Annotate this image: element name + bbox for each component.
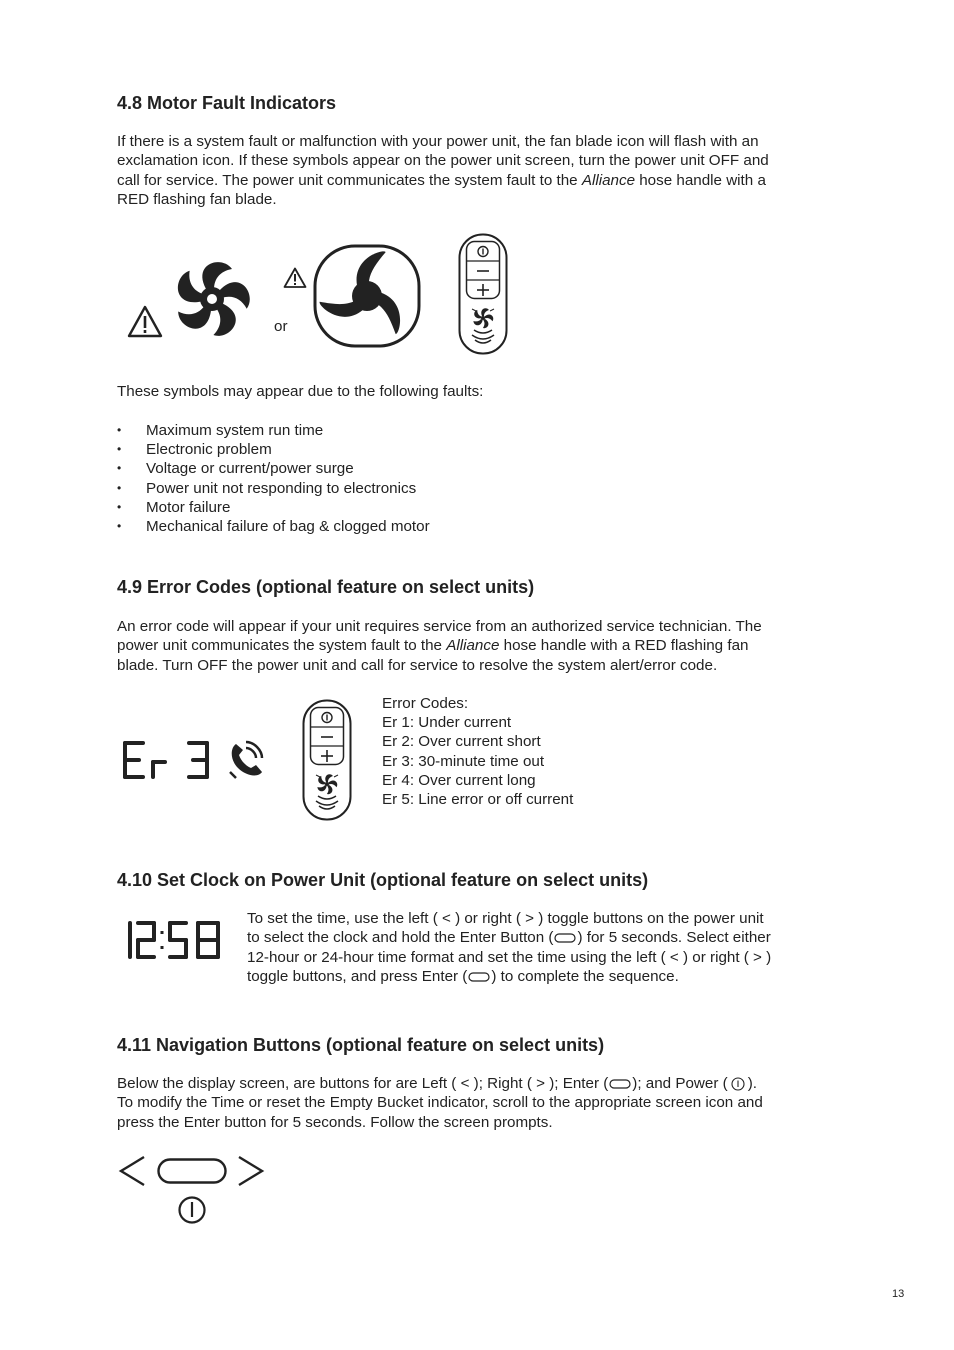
heading-4-9: 4.9 Error Codes (optional feature on select units) xyxy=(117,577,535,597)
para-4-8: If there is a system fault or malfunction with your power unit, the fan blade icon will flash with an exclamation icon. If these symbols appear on the power unit screen, turn the power unit OFF and call for service. The power unit communicates the system fault to the Alliance hose handle with a RED flashing fan blade. xyxy=(117,133,769,208)
heading-4-11: 4.11 Navigation Buttons (optional feature on select units) xyxy=(117,1035,605,1055)
enter-button-icon xyxy=(609,1079,631,1089)
list-item: • Power unit not responding to electronics xyxy=(117,479,430,498)
page-number: 13 xyxy=(892,1288,905,1300)
para-4-9: An error code will appear if your unit requires service from an authorized service technician. The power unit communicates the system fault to the Alliance hose handle with a RED flashing fan blade. Turn OFF the power unit and call for service to resolve the system alert/error code. xyxy=(117,618,762,674)
fan-blade-circle-icon xyxy=(313,244,421,348)
list-item: • Mechanical failure of bag & clogged motor xyxy=(117,517,430,536)
hose-handle-control-icon xyxy=(458,233,508,355)
enter-button-icon xyxy=(554,933,576,943)
list-item: • Motor failure xyxy=(117,498,430,517)
para-4-10: To set the time, use the left ( < ) or right ( > ) toggle buttons on the power unit to select the clock and hold the Enter Button ( ) for 5 seconds. Select either 12-hour or 24-hour time format and set the time using the left ( < ) or right ( > ) toggle buttons, and press Enter ( ) to complete the sequence. xyxy=(247,910,772,985)
error-code-display xyxy=(121,740,213,780)
list-item: Er 2: Over current short xyxy=(382,733,541,751)
power-button-icon xyxy=(731,1077,745,1091)
or-label: or xyxy=(274,318,288,335)
list-item: Er 1: Under current xyxy=(382,714,512,732)
warning-triangle-icon xyxy=(127,305,163,339)
power-button-icon xyxy=(177,1195,207,1225)
left-arrow-icon xyxy=(117,1155,147,1187)
right-arrow-icon xyxy=(236,1155,266,1187)
list-item: Er 4: Over current long xyxy=(382,771,536,789)
heading-4-8: 4.8 Motor Fault Indicators xyxy=(117,93,337,113)
list-item: Er 3: 30-minute time out xyxy=(382,752,545,770)
faults-list xyxy=(117,421,430,536)
faults-intro: These symbols may appear due to the following faults: xyxy=(117,383,484,400)
heading-4-10: 4.10 Set Clock on Power Unit (optional feature on select units) xyxy=(117,870,649,890)
clock-display xyxy=(126,920,224,960)
fan-blade-icon xyxy=(168,258,256,340)
service-phone-icon xyxy=(226,738,268,780)
error-codes-title: Error Codes: xyxy=(382,695,469,712)
hose-handle-control-icon xyxy=(302,699,352,821)
list-item: • Electronic problem xyxy=(117,440,430,459)
list-item: • Voltage or current/power surge xyxy=(117,459,430,478)
error-codes-list xyxy=(382,694,573,809)
enter-button-icon xyxy=(157,1158,227,1184)
list-item: Er 5: Line error or off current xyxy=(382,791,574,809)
para-4-11: Below the display screen, are buttons for are Left ( < ); Right ( > ); Enter ( ); and Power ( ). To modify the Time or reset the Empty Bucket indicator, scroll to the appropriate screen icon and press the Enter button for 5 seconds. Follow the screen prompts. xyxy=(117,1075,763,1131)
enter-button-icon xyxy=(468,972,490,982)
warning-triangle-small-icon xyxy=(283,267,307,289)
list-item: • Maximum system run time xyxy=(117,421,430,440)
